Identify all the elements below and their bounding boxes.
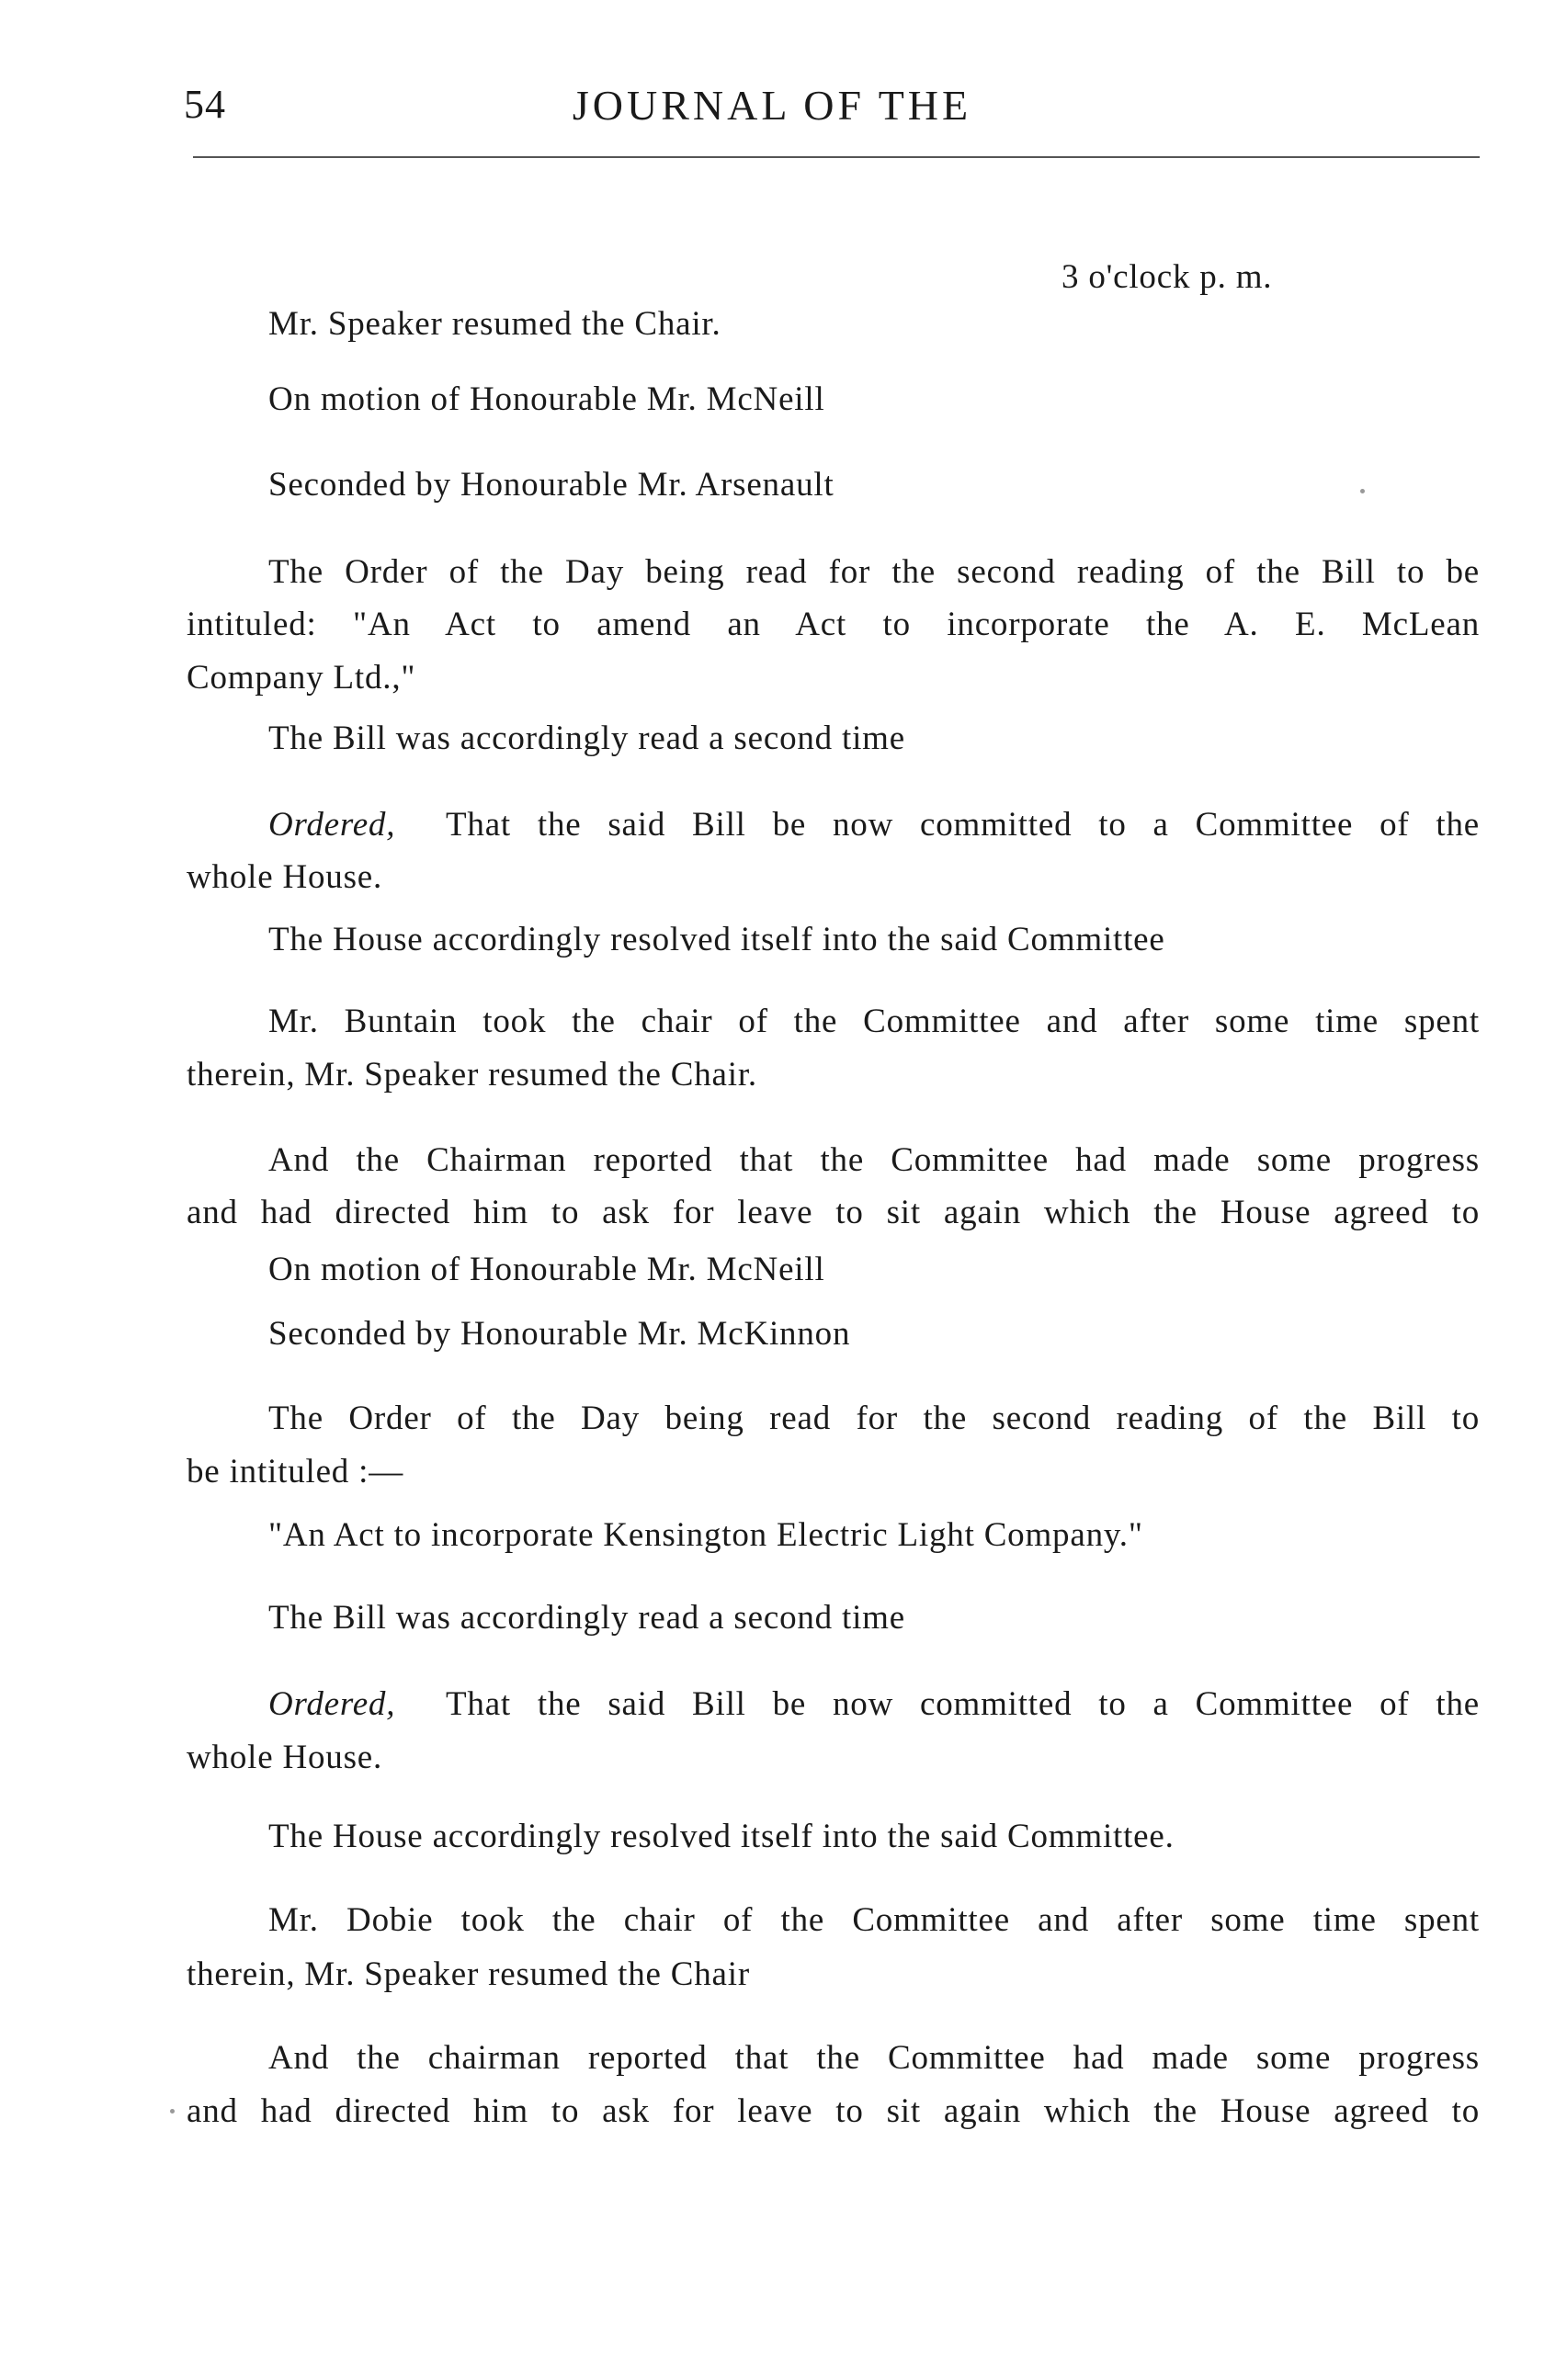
page-header — [0, 0, 1544, 184]
speaker-resumed-chair: Mr. Speaker resumed the Chair. — [268, 305, 721, 343]
bill-title: "An Act to incorporate Kensington Electric Light Company." — [268, 1516, 1143, 1554]
ordered-text-line-2: whole House. — [187, 858, 383, 896]
chairman-report-2-line-1: And the chairman reported that the Committee had made some progress — [268, 2039, 1480, 2077]
motion-seconder: Seconded by Honourable Mr. Arsenault — [268, 466, 834, 504]
committee-resolved: The House accordingly resolved itself into the said Committee — [268, 921, 1165, 958]
chair-taken-2-line-2: therein, Mr. Speaker resumed the Chair — [187, 1955, 750, 1993]
session-time: 3 o'clock p. m. — [1062, 258, 1273, 296]
ordered-clause — [268, 807, 395, 844]
ordered-2-text-line-2: whole House. — [187, 1739, 383, 1776]
speck-mark — [1360, 489, 1365, 493]
order-of-day-line-3: Company Ltd.," — [187, 659, 416, 697]
bill-read-second-time-2: The Bill was accordingly read a second time — [268, 1599, 905, 1637]
chairman-report-line-1: And the Chairman reported that the Committee had made some progress — [268, 1141, 1480, 1179]
motion-mover-2: On motion of Honourable Mr. McNeill — [268, 1251, 825, 1288]
order-of-day-2-line-1: The Order of the Day being read for the second reading of the Bill to — [268, 1400, 1480, 1437]
ordered-word: Ordered, — [268, 806, 396, 844]
running-head: JOURNAL OF THE — [572, 82, 972, 129]
chair-taken-line-2: therein, Mr. Speaker resumed the Chair. — [187, 1056, 757, 1094]
ordered-word-2: Ordered, — [268, 1685, 396, 1723]
chair-taken-line-1: Mr. Buntain took the chair of the Committee and after some time spent — [268, 1003, 1480, 1040]
order-of-day-2-line-2: be intituled :— — [187, 1453, 404, 1490]
header-rule — [193, 156, 1480, 158]
chairman-report-2-line-2: and had directed him to ask for leave to sit again which the House agreed to — [187, 2092, 1480, 2130]
margin-dot — [170, 2109, 175, 2114]
order-of-day-line-1: The Order of the Day being read for the second reading of the Bill to be — [268, 553, 1480, 591]
motion-mover: On motion of Honourable Mr. McNeill — [268, 380, 825, 418]
ordered-2-text-line-1: That the said Bill be now committed to a Committee of the — [446, 1685, 1480, 1723]
chair-taken-2-line-1: Mr. Dobie took the chair of the Committee and after some time spent — [268, 1901, 1480, 1939]
ordered-text-line-1: That the said Bill be now committed to a Committee of the — [446, 806, 1480, 844]
committee-resolved-2: The House accordingly resolved itself into the said Committee. — [268, 1818, 1175, 1855]
bill-read-second-time: The Bill was accordingly read a second time — [268, 720, 905, 757]
chairman-report-line-2: and had directed him to ask for leave to sit again which the House agreed to — [187, 1194, 1480, 1231]
order-of-day-line-2: intituled: "An Act to amend an Act to incorporate the A. E. McLean — [187, 606, 1480, 643]
ordered-clause-2 — [268, 1686, 395, 1723]
page-number: 54 — [184, 82, 226, 127]
motion-seconder-2: Seconded by Honourable Mr. McKinnon — [268, 1315, 851, 1353]
